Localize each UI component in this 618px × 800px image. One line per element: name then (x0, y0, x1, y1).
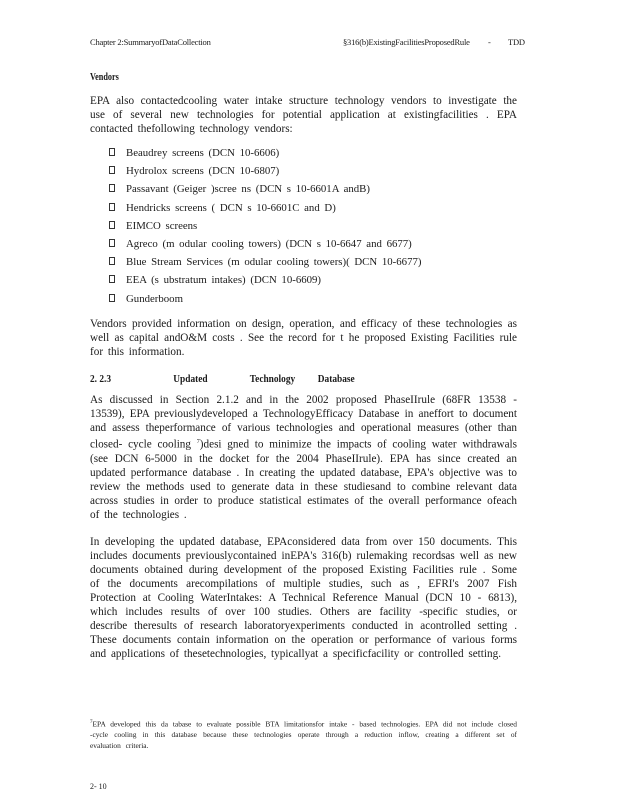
list-item: EIMCO screens (90, 217, 517, 235)
footnote-marker: 7 (90, 720, 93, 725)
bullet-box-icon (109, 257, 115, 265)
section-number: 2. 2.3 (90, 372, 112, 385)
footnote (90, 717, 517, 751)
vendor-list (90, 144, 517, 308)
header-chapter-title: Chapter 2:SummaryofDataCollection (90, 37, 211, 47)
header-document-title: §316(b)ExistingFacilitiesProposedRule (343, 37, 470, 47)
section-heading (90, 373, 453, 385)
section-title-word: Technology (249, 372, 296, 385)
page-body (90, 72, 517, 661)
section-title-word: Updated (173, 372, 208, 385)
section-paragraph-1: As discussed in Section 2.1.2 and in the 2002 proposed PhaseIIrule (68FR 13538 - 13539), EPA previouslydeveloped a TechnologyEfficacy Database in aneffort to document and assess theperformance of various technologies and operational measures (other than closed- cycle cooling $^7$)desi gned to minimize the impacts of cooling water withdrawals (see DCN 6-5000 in the docket for the 2004 PhaseIIrule). EPA has since created an updated performance database . In creating the updated database, EPA's objective was to review the methods used to generate data in these studiesand to combine relevant data across studies in order to produce statistical estimates of the overall performance ofeach of the technologies . (90, 393, 517, 521)
bullet-box-icon (109, 221, 115, 229)
header-separator: - (488, 37, 491, 47)
list-item: Hydrolox screens (DCN 10-6807) (90, 162, 517, 180)
bullet-box-icon (109, 294, 115, 302)
page-number: 2- 10 (90, 782, 107, 791)
section-paragraph-2: In developing the updated database, EPAconsidered data from over 150 documents. This includes documents previouslycontained inEPA's 316(b) rulemaking recordsas well as new documents obtained during development of the proposed Existing Facilities rule . Some of the documents arecompilations of multiple studies, such as , EFRI's 2007 Fish Protection at Cooling WaterIntakes: A Technical Reference Manual (DCN 10 - 6813), which includes results of over 100 studies. Others are facility -specific studies, or describe theresults of research laboratoryexperiments conducted in acontrolled setting . These documents contain information on the operation or performance of various forms and applications of thesetechnologies, typicallyat a specificfacility or controlled setting. (90, 535, 517, 660)
vendors-closing-paragraph: Vendors provided information on design, operation, and efficacy of these technologies as well as capital andO&M costs . See the record for t he proposed Existing Facilities rule for this information. (90, 317, 517, 358)
list-item: Beaudrey screens (DCN 10-6606) (90, 144, 517, 162)
list-item: Hendricks screens ( DCN s 10-6601C and D) (90, 199, 517, 217)
list-item: Blue Stream Services (m odular cooling towers)( DCN 10-6677) (90, 253, 517, 271)
bullet-box-icon (109, 275, 115, 283)
section-title-word: Database (317, 372, 355, 385)
list-item: Gunderboom (90, 290, 517, 308)
list-item: EEA (s ubstratum intakes) (DCN 10-6609) (90, 271, 517, 289)
list-item: Agreco (m odular cooling towers) (DCN s 10-6647 and 6677) (90, 235, 517, 253)
footnote-reference: 7 (196, 438, 200, 445)
vendors-heading: Vendors (90, 72, 119, 83)
header-doc-code: TDD (508, 37, 525, 47)
vendors-intro-paragraph: EPA also contactedcooling water intake structure technology vendors to investigate the use of several new technologies for potential application at existingfacilities . EPA contacted thefollowing technology vendors: (90, 95, 517, 135)
bullet-box-icon (109, 239, 115, 247)
footnote-text: EPA developed this da tabase to evaluate possible BTA limitationsfor intake - based technologies. EPA did not include closed -cycle cooling in this database because these technologies operate through a reduction inflow, creating a different set of evaluation criteria. (90, 719, 517, 751)
bullet-box-icon (109, 148, 115, 156)
bullet-box-icon (109, 203, 115, 211)
list-item: Passavant (Geiger )scree ns (DCN s 10-6601A andB) (90, 180, 517, 198)
bullet-box-icon (109, 184, 115, 192)
bullet-box-icon (109, 166, 115, 174)
